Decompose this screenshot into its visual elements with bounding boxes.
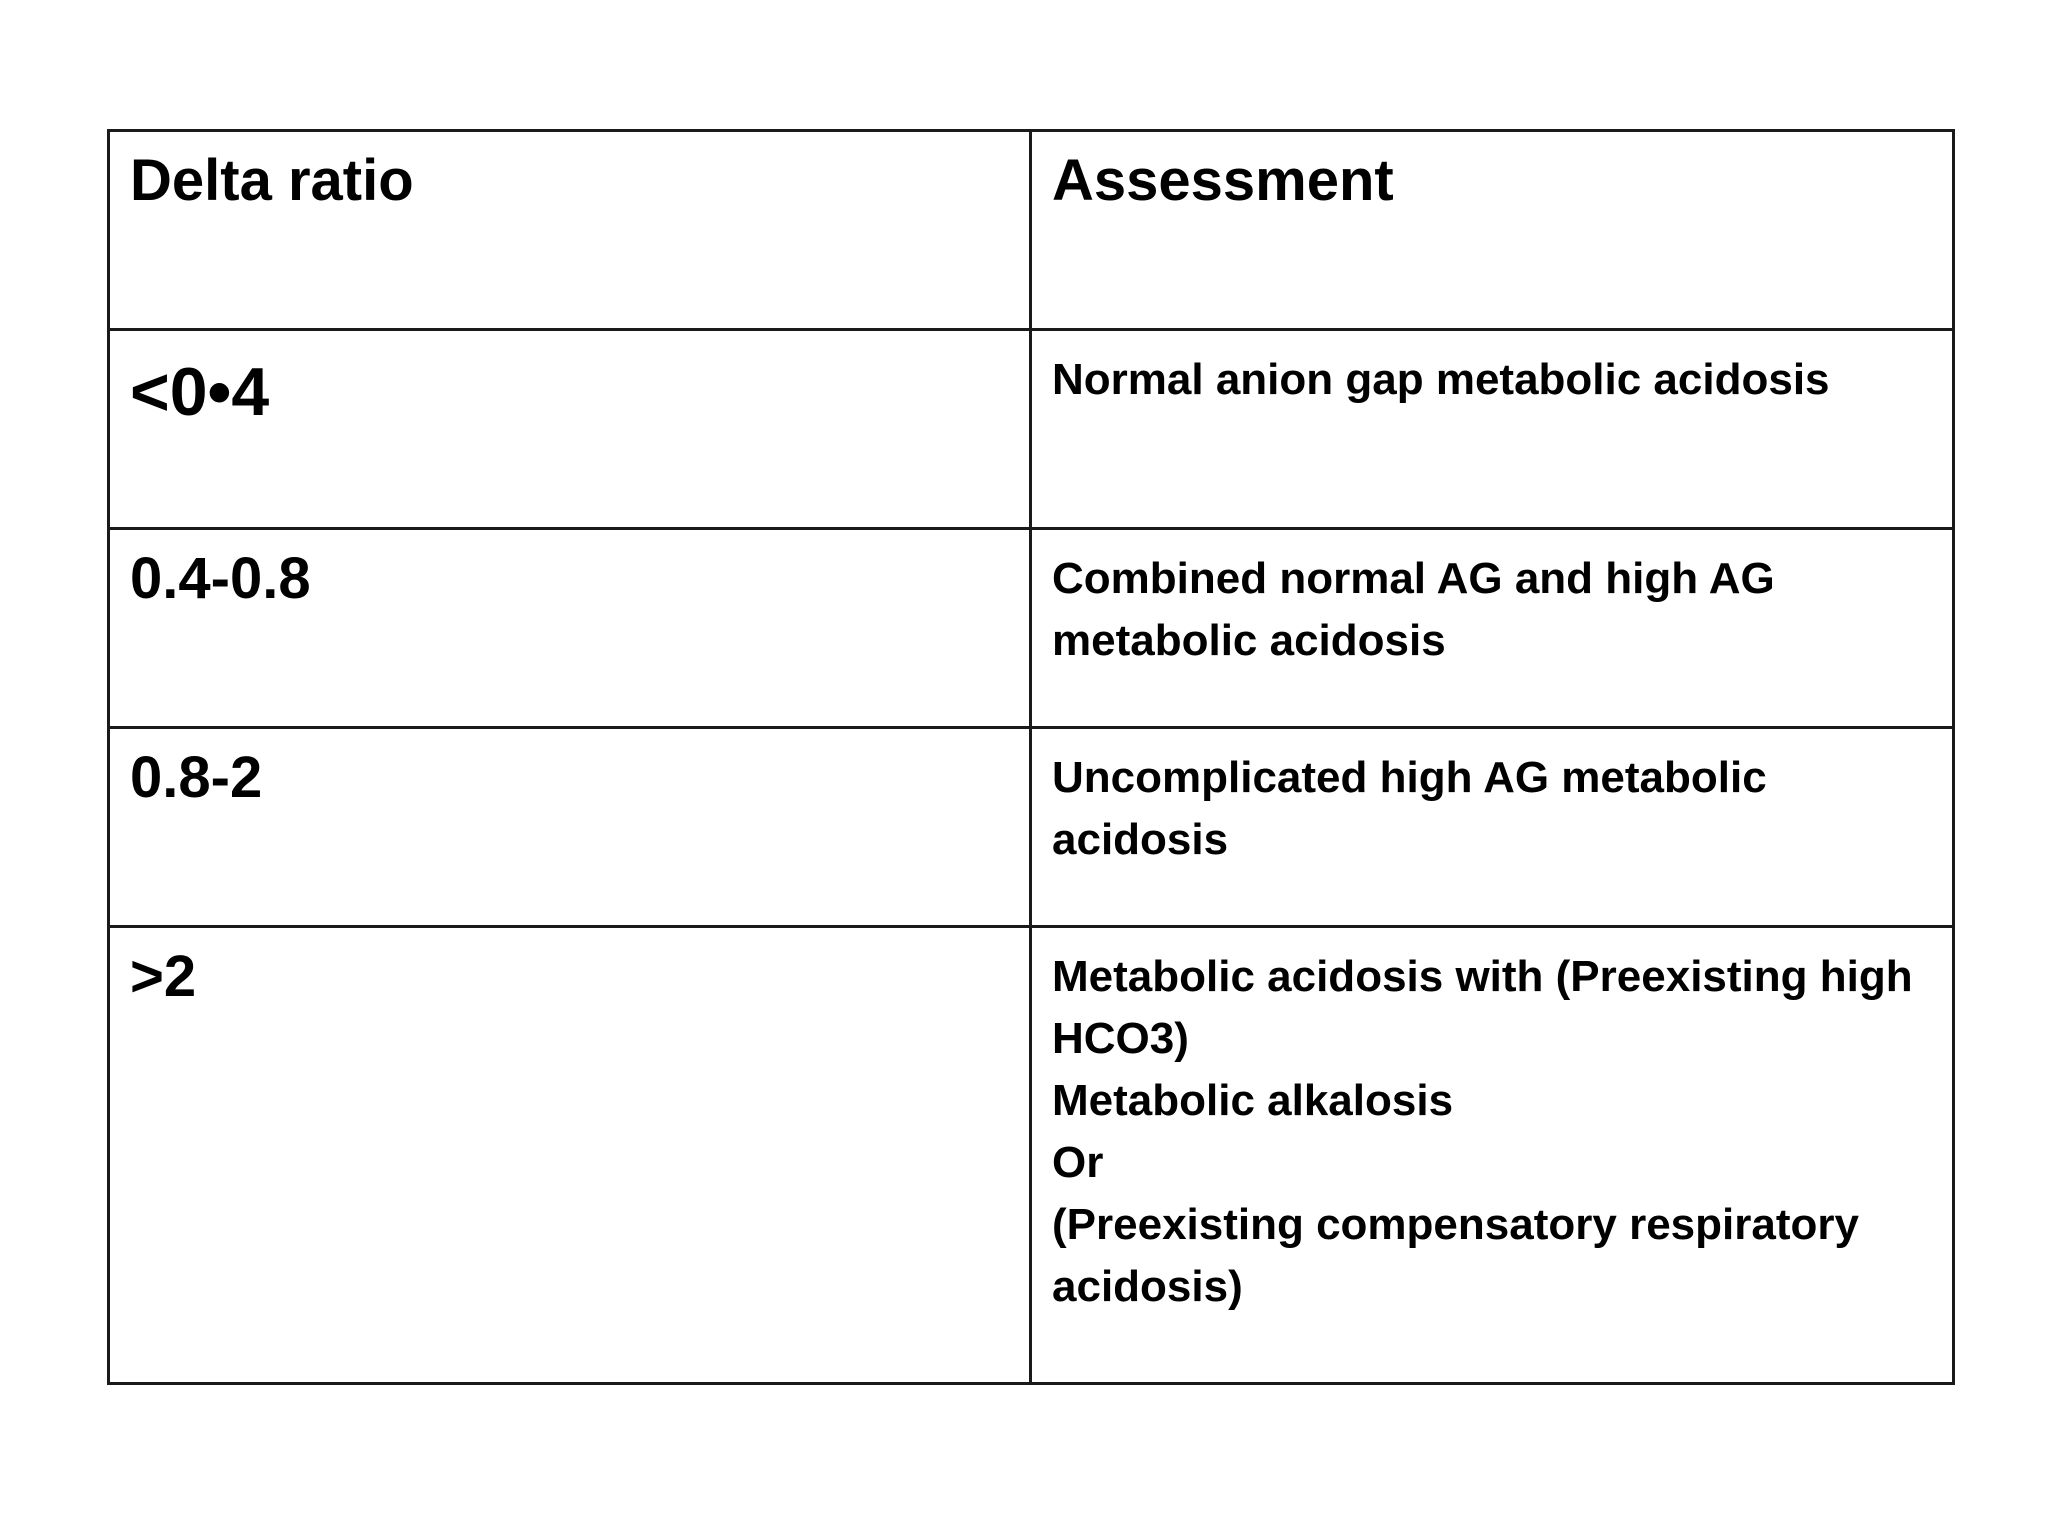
assessment-line: acidosis) bbox=[1052, 1262, 1243, 1311]
assessment-line: HCO3) bbox=[1052, 1014, 1189, 1063]
assessment-line: Normal anion gap metabolic acidosis bbox=[1052, 355, 1830, 404]
header-assessment: Assessment bbox=[1031, 131, 1954, 330]
table-row bbox=[109, 330, 1954, 529]
assessment-cell bbox=[1031, 728, 1954, 927]
table-row bbox=[109, 728, 1954, 927]
ratio-cell: >2 bbox=[109, 927, 1031, 1384]
assessment-line: Metabolic alkalosis bbox=[1052, 1076, 1454, 1125]
delta-ratio-table bbox=[107, 129, 1955, 1385]
ratio-cell: 0.8-2 bbox=[109, 728, 1031, 927]
assessment-cell bbox=[1031, 529, 1954, 728]
assessment-line: Uncomplicated high AG metabolic bbox=[1052, 753, 1767, 802]
header-delta-ratio: Delta ratio bbox=[109, 131, 1031, 330]
table-row bbox=[109, 927, 1954, 1384]
table-row bbox=[109, 529, 1954, 728]
ratio-cell: <0•4 bbox=[109, 330, 1031, 529]
assessment-line: metabolic acidosis bbox=[1052, 616, 1446, 665]
assessment-line: acidosis bbox=[1052, 815, 1229, 864]
assessment-line: Or bbox=[1052, 1138, 1104, 1187]
assessment-line: Metabolic acidosis with (Preexisting high bbox=[1052, 952, 1913, 1001]
assessment-line: Combined normal AG and high AG bbox=[1052, 554, 1775, 603]
assessment-cell bbox=[1031, 927, 1954, 1384]
ratio-cell: 0.4-0.8 bbox=[109, 529, 1031, 728]
assessment-cell bbox=[1031, 330, 1954, 529]
assessment-line: (Preexisting compensatory respiratory bbox=[1052, 1200, 1859, 1249]
table-header-row bbox=[109, 131, 1954, 330]
